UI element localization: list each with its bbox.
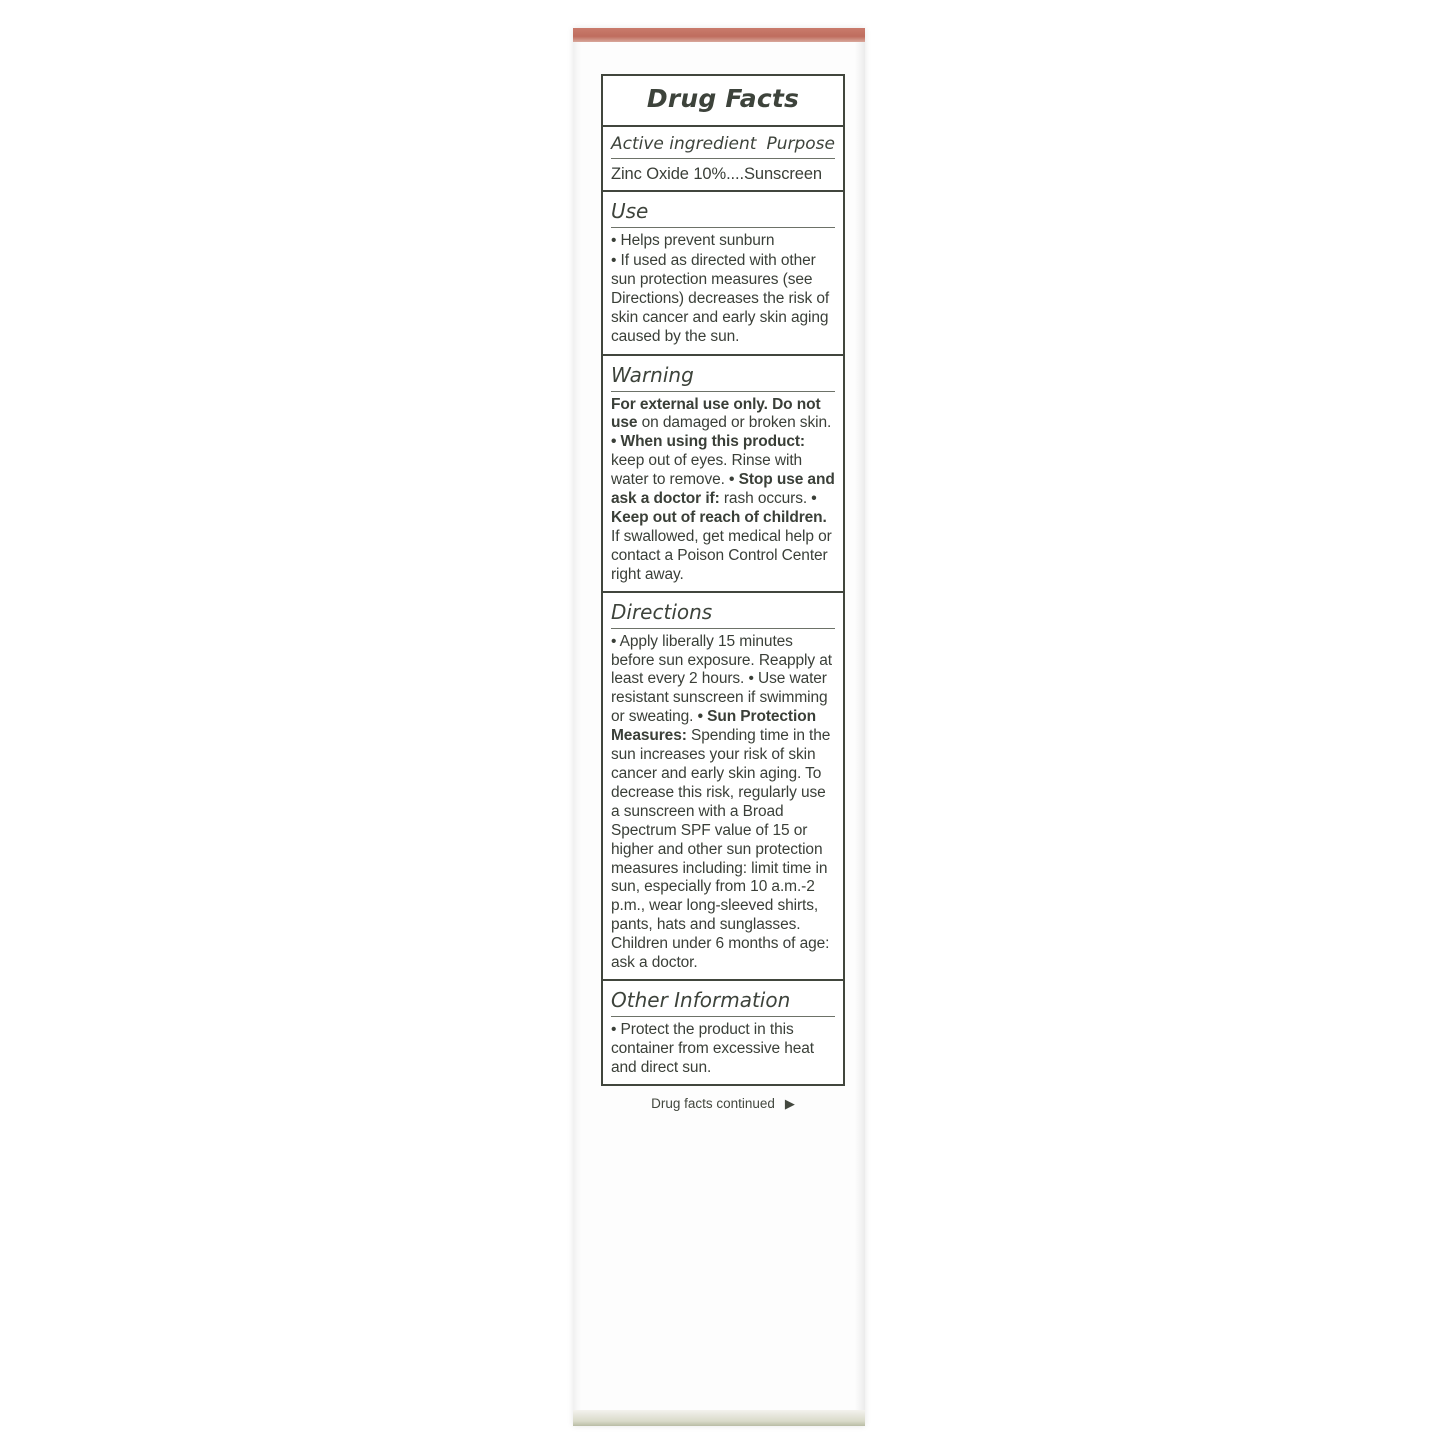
emphasis-text: • Keep out of reach of children. — [611, 490, 827, 526]
other-information-block — [601, 979, 845, 1086]
warning-heading: Warning — [611, 360, 835, 392]
carton-right-shading — [855, 42, 865, 1410]
use-heading: Use — [611, 196, 835, 228]
body-text: If swallowed, get medical help or contact a Poison Control Center right away. — [611, 527, 832, 583]
active-ingredient-label: Active ingredient — [611, 134, 757, 154]
use-item: • If used as directed with other sun protection measures (see Directions) decreases the risk of skin cancer and early skin aging caused by the sun. — [611, 252, 830, 345]
body-text: keep out of eyes. Rinse with water to remove. — [611, 452, 803, 489]
other-information-body: • Protect the product in this container from excessive heat and direct sun. — [611, 1020, 815, 1076]
emphasis-text: • Stop use and ask a doctor if: — [611, 471, 835, 508]
body-text: on damaged or broken skin. — [637, 414, 832, 432]
use-item: • Helps prevent sunburn — [611, 232, 775, 250]
active-ingredient-text: Zinc Oxide 10%....Sunscreen — [611, 165, 822, 183]
directions-block — [601, 591, 845, 979]
emphasis-text: For external use only. Do not use — [611, 395, 821, 432]
active-ingredient-block — [601, 125, 845, 190]
active-ingredient-header — [611, 131, 835, 159]
directions-body — [611, 633, 835, 973]
body-text: Spending time in the sun increases your risk of skin cancer and early skin aging. To decrease this risk, regularly use a sunscreen with a Broad Spectrum SPF value of 15 or higher and other sun protection measures including: limit time in sun, especially from 10 a.m.-2 p.m., wear long-sleeved shirts, pants, hats and sunglasses. Children under 6 months of age: ask a doctor. — [611, 727, 831, 972]
carton-left-shading — [573, 42, 581, 1410]
use-body — [611, 232, 835, 346]
emphasis-text: • When using this product: — [611, 433, 805, 451]
drug-facts-continued-label: Drug facts continued — [651, 1095, 775, 1111]
other-information-heading: Other Information — [611, 985, 835, 1017]
body-text: • Apply liberally 15 minutes before sun exposure. Reapply at least every 2 hours. • Use water resistant sunscreen if swimming or sweating. — [611, 632, 832, 726]
purpose-label: Purpose — [766, 134, 835, 154]
drug-facts-title: Drug Facts — [646, 84, 800, 113]
drug-facts-continued-footer — [601, 1086, 845, 1113]
body-text: rash occurs. — [719, 490, 812, 508]
carton-top-edge — [573, 28, 865, 42]
product-carton-side-panel — [573, 28, 865, 1426]
directions-heading: Directions — [611, 597, 835, 629]
drug-facts-panel — [601, 74, 845, 1113]
drug-facts-title-block — [601, 74, 845, 125]
warning-body — [611, 396, 835, 585]
use-block — [601, 190, 845, 353]
carton-bottom-edge — [573, 1410, 865, 1426]
arrow-right-icon: ▶ — [784, 1095, 795, 1111]
emphasis-text: • Sun Protection Measures: — [611, 708, 816, 745]
warning-block — [601, 354, 845, 591]
